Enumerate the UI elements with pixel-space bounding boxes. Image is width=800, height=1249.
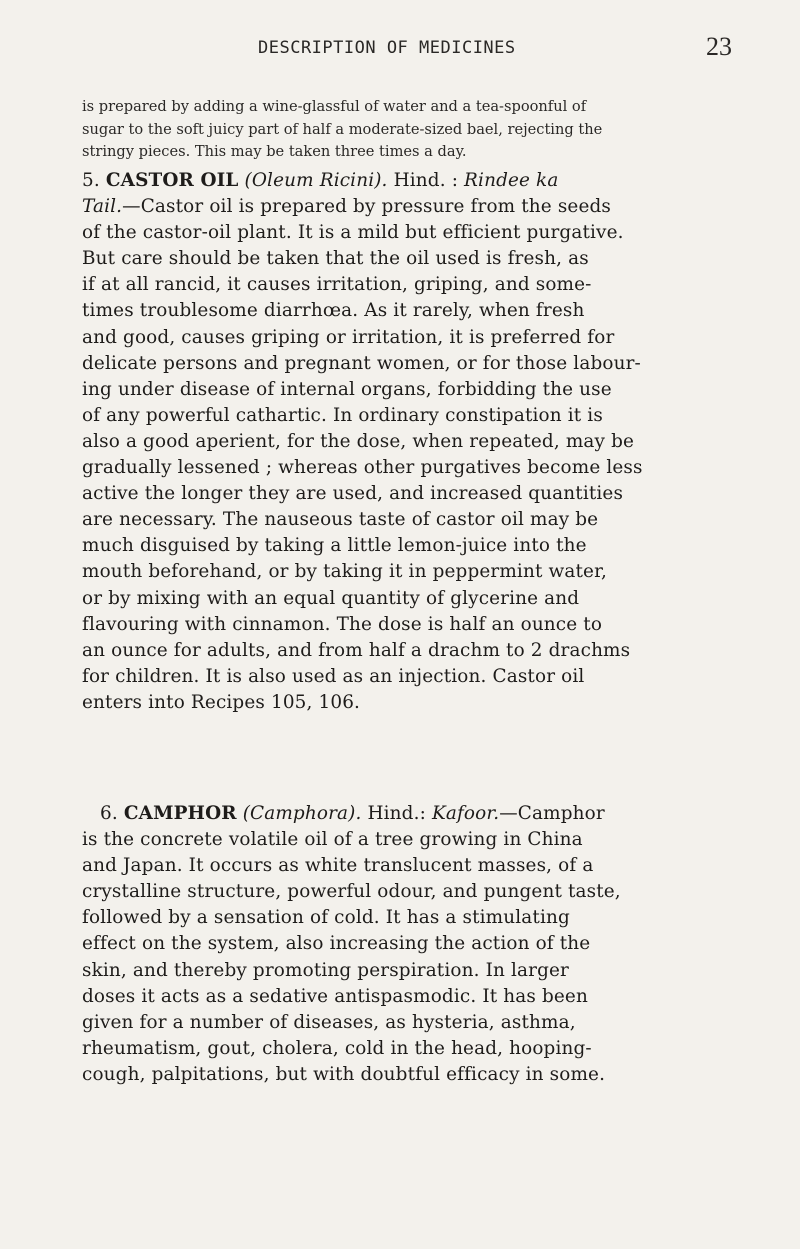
- text-line: But care should be taken that the oil used is fresh, as: [82, 248, 589, 270]
- hind-name-continued: Tail.: [82, 196, 123, 218]
- hind-name: Kafoor.: [431, 803, 500, 824]
- section-number: 6.: [100, 803, 118, 824]
- text-line: is prepared by adding a wine-glassful of water and a tea-spoonful of: [82, 98, 587, 115]
- page-number: 23: [706, 32, 732, 61]
- hind-label: Hind. :: [393, 170, 459, 191]
- text-line: an ounce for adults, and from half a drachm to 2 drachms: [82, 639, 631, 661]
- text-line: doses it acts as a sedative antispasmodic. It has been: [82, 985, 588, 1007]
- text-line: effect on the system, also increasing the action of the: [82, 933, 591, 955]
- section-title: CAMPHOR: [123, 803, 237, 824]
- latin-name: (Oleum Ricini).: [244, 170, 388, 191]
- text-line: crystalline structure, powerful odour, and pungent taste,: [82, 881, 621, 903]
- text-line: and good, causes griping or irritation, it is preferred for: [82, 326, 615, 348]
- text-line: for children. It is also used as an injection. Castor oil: [82, 665, 585, 687]
- text-line: skin, and thereby promoting perspiration. In larger: [82, 959, 569, 981]
- section-castor-oil: [82, 168, 740, 716]
- text-line: [82, 194, 740, 220]
- text-line: is the concrete volatile oil of a tree growing in China: [82, 829, 583, 851]
- text-line: gradually lessened ; whereas other purgatives become less: [82, 457, 643, 479]
- text-line: stringy pieces. This may be taken three times a day.: [82, 143, 467, 160]
- section-heading-line: [82, 168, 740, 194]
- text-line: and Japan. It occurs as white translucent masses, of a: [82, 855, 594, 877]
- hind-name: Rindee ka: [464, 170, 559, 191]
- latin-name: (Camphora).: [242, 803, 362, 824]
- running-title: DESCRIPTION OF MEDICINES: [258, 38, 516, 58]
- text-line: times troublesome diarrhœa. As it rarely, when fresh: [82, 300, 585, 322]
- section-heading-line: [82, 801, 740, 827]
- text-line: active the longer they are used, and increased quantities: [82, 483, 624, 505]
- text-line: sugar to the soft juicy part of half a moderate-sized bael, rejecting the: [82, 120, 603, 138]
- text-line: much disguised by taking a little lemon-juice into the: [82, 535, 587, 557]
- text-line: of any powerful cathartic. In ordinary constipation it is: [82, 404, 603, 426]
- text-line: of the castor-oil plant. It is a mild but efficient purgative.: [82, 222, 624, 244]
- text-line: delicate persons and pregnant women, or for those labour-: [82, 352, 641, 374]
- hind-label: Hind.:: [367, 803, 426, 824]
- text-line: rheumatism, gout, cholera, cold in the head, hooping-: [82, 1037, 592, 1059]
- text-line: enters into Recipes 105, 106.: [82, 691, 361, 713]
- text-line: are necessary. The nauseous taste of castor oil may be: [82, 509, 599, 531]
- text-line: given for a number of diseases, as hysteria, asthma,: [82, 1011, 576, 1033]
- text-line: if at all rancid, it causes irritation, griping, and some-: [82, 274, 592, 296]
- lead-text: —Camphor: [499, 803, 605, 824]
- lead-text: —Castor oil is prepared by pressure from the seeds: [122, 196, 611, 218]
- section-camphor: [82, 801, 740, 1088]
- section-title: CASTOR OIL: [105, 170, 239, 191]
- text-line: mouth beforehand, or by taking it in peppermint water,: [82, 561, 607, 583]
- text-line: ing under disease of internal organs, forbidding the use: [82, 378, 612, 400]
- running-head: [0, 32, 800, 66]
- text-line: cough, palpitations, but with doubtful efficacy in some.: [82, 1063, 606, 1085]
- text-line: also a good aperient, for the dose, when repeated, may be: [82, 430, 635, 452]
- text-line: flavouring with cinnamon. The dose is half an ounce to: [82, 613, 603, 635]
- text-line: or by mixing with an equal quantity of glycerine and: [82, 587, 580, 609]
- intro-paragraph: [82, 96, 742, 164]
- section-number: 5.: [82, 170, 100, 191]
- text-line: followed by a sensation of cold. It has a stimulating: [82, 907, 570, 929]
